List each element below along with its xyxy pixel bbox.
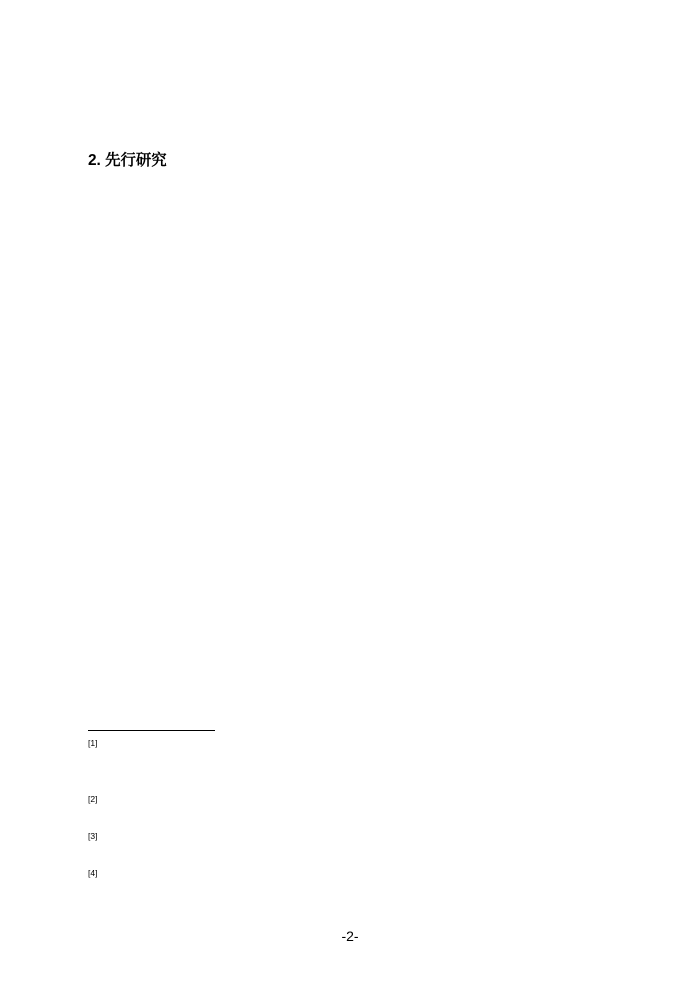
text-line [88,372,612,397]
text-line [88,272,612,297]
footnote-3 [88,830,612,867]
footnotes [88,737,612,905]
footnote-line [88,774,612,793]
paragraph-prior-research [88,174,612,321]
footnote-line [88,755,612,774]
footnote-line [88,737,612,756]
text-line [88,174,612,199]
text-line [88,618,612,643]
body-text [88,88,612,692]
text-line [88,569,612,594]
text-line [88,667,612,692]
list-item [88,347,612,372]
text-line [88,445,612,470]
footnote-marker: [1] [88,737,98,748]
footnote-marker: [2] [88,793,98,804]
place-name-list [88,322,612,371]
footnote-line [88,811,612,830]
text-line [88,247,612,272]
text-line [88,470,612,495]
list-item-number [117,322,150,347]
text-line [88,296,612,321]
text-line [88,594,612,619]
footnote-marker: [3] [88,831,98,842]
text-line [88,88,612,113]
footnote-marker: [4] [88,868,98,879]
paragraph-renamed-places [88,372,612,544]
text-line [88,643,612,668]
footnote-line [88,867,612,886]
footnote-line [88,830,612,849]
list-item-number [117,347,150,372]
text-line [88,223,612,248]
text-line [88,421,612,446]
list-item [88,322,612,347]
footnote-line [88,793,612,812]
paragraph-similar-cases [88,545,612,692]
footnote-line [88,849,612,868]
intro-paragraph [88,88,612,137]
page-number: -2- [341,928,359,944]
footnote-line [88,886,612,905]
footnote-4 [88,867,612,904]
footnote-1 [88,737,612,793]
footnote-separator [88,730,215,731]
text-line [88,396,612,421]
text-line [88,545,612,570]
text-line [88,519,612,544]
footnote-2 [88,793,612,830]
text-line [88,198,612,223]
text-line [88,113,612,138]
section-heading: 2. 先行研究 [88,151,167,169]
text-line [88,494,612,519]
